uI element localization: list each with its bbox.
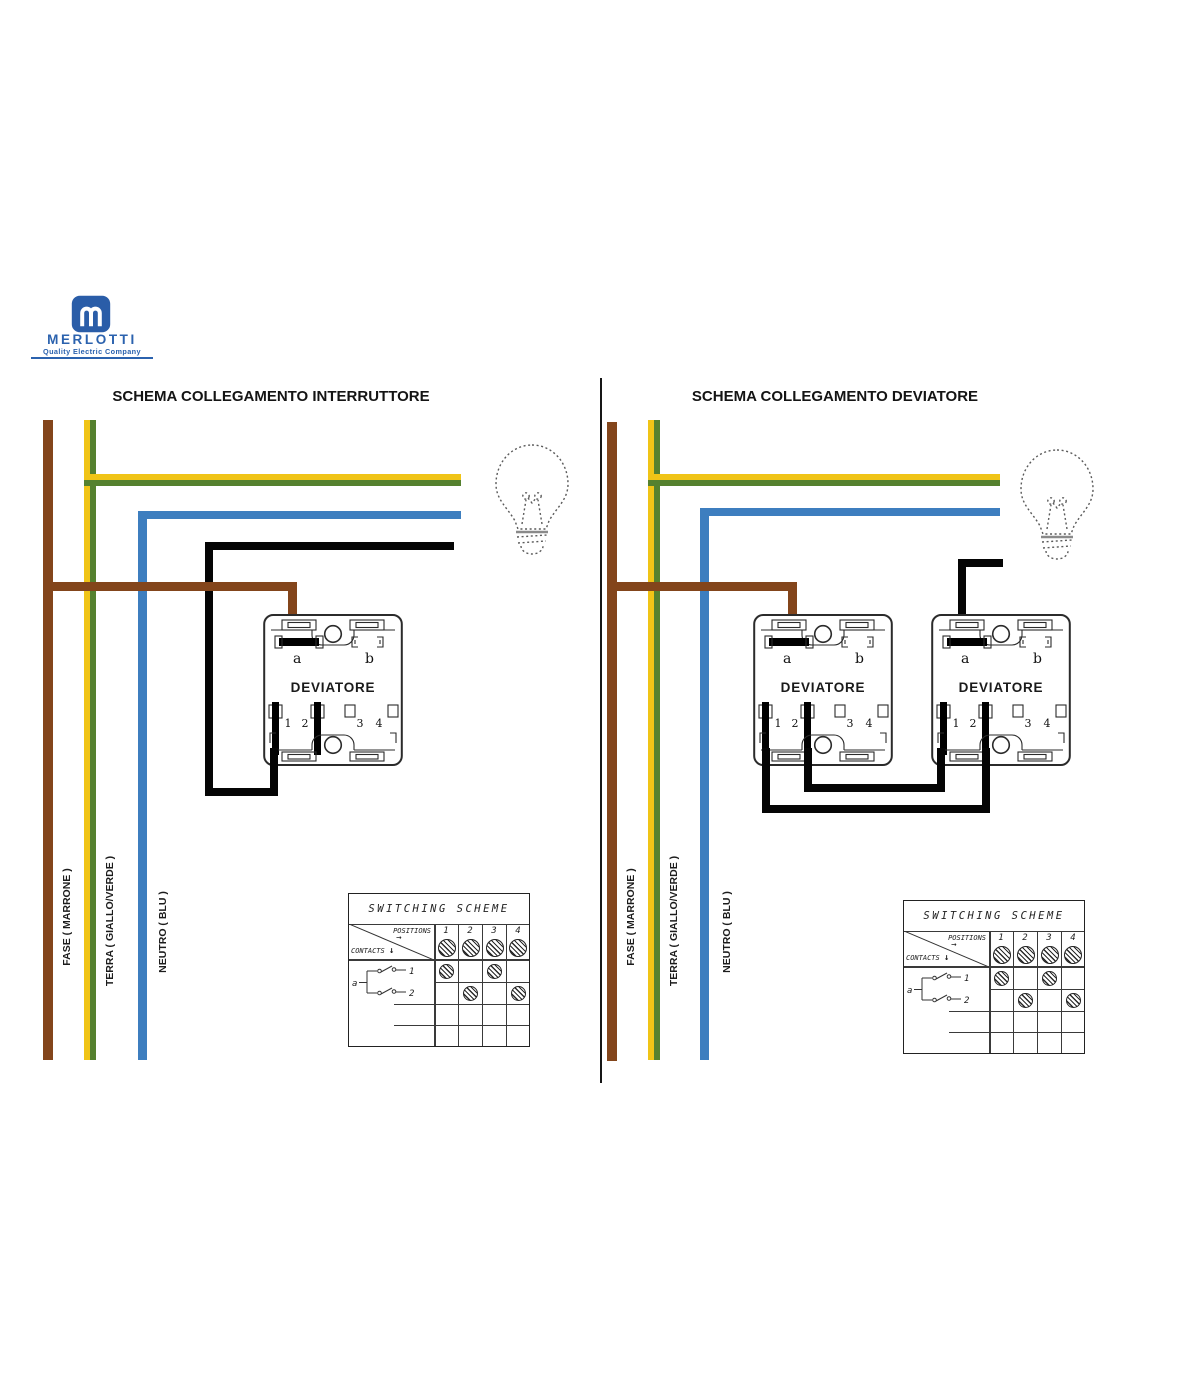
switch-name-label: DEVIATORE [290,680,376,695]
traveller-outer-wire-right [982,748,990,813]
left-lamp-return-wire-top [205,542,454,550]
row-line [949,1032,1084,1033]
terminal-1-label: 1 [284,717,292,730]
position-dial-icon [993,946,1011,964]
right-arrow-icon: → [951,940,957,950]
left-fase-label: FASE ( MARRONE ) [61,868,73,966]
traveller-inner-wire-horizontal [804,784,945,792]
position-header-3: 3 [482,924,506,960]
position-header-2: 2 [1013,931,1037,967]
logo-underline [31,357,153,359]
contact-1-label: 1 [409,967,415,977]
contact-mark [439,964,454,979]
terminal-3-label: 3 [1024,717,1032,730]
right-fase-label: FASE ( MARRONE ) [625,868,637,966]
terminal-a-label: a [783,651,792,667]
column-line [1061,931,1062,1053]
left-fase-branch-stub [288,582,297,615]
position-header-3: 3 [1037,931,1061,967]
contact-1-label: 1 [964,974,970,984]
logo-tagline-text: Quality Electric Company [43,347,141,356]
traveller-outer-wire-horizontal [762,805,990,813]
right-terra-label: TERRA ( GIALLO/VERDE ) [668,855,680,987]
left-fase-branch-wire [43,582,297,591]
contact-mark [1066,993,1081,1008]
left-terra-label: TERRA ( GIALLO/VERDE ) [104,855,116,987]
terminal-4-label: 4 [865,717,873,730]
contact-mark [487,964,502,979]
right-terra-wire-horizontal [648,474,1000,486]
contacts-label: CONTACTS ↓ [906,953,950,963]
down-arrow-icon: ↓ [388,946,395,956]
position-dial-icon [1017,946,1035,964]
right-fase-branch-stub [788,582,797,615]
contacts-column-line [434,924,436,1046]
terminal-3-label: 3 [846,717,854,730]
column-line [482,924,483,1046]
left-terminal1-wire-stub [270,748,278,796]
contact-switch-glyph [349,960,434,1004]
lamp-bulb-right [1007,447,1107,569]
lamp-bulb-left [482,442,582,564]
right-neutro-wire-horizontal [700,508,1000,516]
contact-2-label: 2 [964,996,970,1006]
contact-mark [1042,971,1057,986]
switch-name-label: DEVIATORE [958,680,1044,695]
contact-mark [1018,993,1033,1008]
position-dial-icon [1041,946,1059,964]
terminal-1-label: 1 [952,717,960,730]
left-neutro-wire-horizontal [138,511,461,519]
position-dial-icon [509,939,527,957]
terminal-b-label: b [365,651,374,667]
deviatore-switch-left [263,613,403,767]
column-line [1037,931,1038,1053]
left-terra-wire-horizontal [84,474,461,486]
contact-2-label: 2 [409,989,415,999]
position-dial-icon [462,939,480,957]
position-header-2: 2 [458,924,482,960]
panel-divider-line [600,378,602,1083]
logo-brand-text: MERLOTTI [47,332,137,347]
position-header-1: 1 [989,931,1013,967]
contact-mark [994,971,1009,986]
traveller-outer-wire-left [762,748,770,813]
terminal-3-label: 3 [356,717,364,730]
scheme-corner-cell [349,924,434,960]
merlotti-m-icon [71,295,111,333]
contacts-column-line [989,931,991,1053]
contact-switch-glyph [904,967,989,1011]
terminal-b-label: b [1033,651,1042,667]
switch-name-label: DEVIATORE [780,680,866,695]
left-neutro-label: NEUTRO ( BLU ) [157,891,169,973]
switching-scheme-table-right [903,900,1085,1054]
terminal-a-label: a [293,651,302,667]
terminal-4-label: 4 [1043,717,1051,730]
scheme-corner-cell [904,931,989,967]
input-a-label: a [352,979,358,989]
row-line [989,989,1084,990]
position-header-4: 4 [506,924,530,960]
right-arrow-icon: → [396,933,402,943]
left-terra-wire-vertical [84,420,96,1060]
left-neutro-wire-vertical [138,511,147,1060]
position-header-1: 1 [434,924,458,960]
down-arrow-icon: ↓ [943,953,950,963]
terminal-b-label: b [855,651,864,667]
right-fase-branch-wire [607,582,797,591]
positions-label: POSITIONS → [922,934,986,950]
row-line [949,1011,1084,1012]
positions-label: POSITIONS → [367,927,431,943]
position-dial-icon [438,939,456,957]
scheme-title: SWITCHING SCHEME [368,903,510,915]
terminal-a-label: a [961,651,970,667]
column-line [1013,931,1014,1053]
contact-mark [463,986,478,1001]
position-dial-icon [486,939,504,957]
deviatore-switch-right-2 [931,613,1071,767]
row-line [434,982,529,983]
right-fase-wire-vertical [607,422,617,1061]
terminal-4-label: 4 [375,717,383,730]
row-line [394,1025,529,1026]
contacts-label: CONTACTS ↓ [351,946,395,956]
scheme-title: SWITCHING SCHEME [923,910,1065,922]
terminal-2-label: 2 [969,717,977,730]
input-a-label: a [907,986,913,996]
traveller-inner-wire-right [937,748,945,792]
right-lamp-return-wire-vertical [958,559,966,615]
column-line [506,924,507,1046]
terminal-1-label: 1 [774,717,782,730]
position-header-4: 4 [1061,931,1085,967]
merlotti-logo [30,293,154,359]
left-diagram-title: SCHEMA COLLEGAMENTO INTERRUTTORE [112,388,430,405]
left-lamp-return-wire-vertical [205,542,213,796]
position-dial-icon [1064,946,1082,964]
left-fase-wire-vertical [43,420,53,1060]
column-line [458,924,459,1046]
row-line [394,1004,529,1005]
right-diagram-title: SCHEMA COLLEGAMENTO DEVIATORE [691,388,979,405]
right-terra-wire-vertical [648,420,660,1060]
contact-mark [511,986,526,1001]
left-lamp-return-wire-bottom [205,788,278,796]
switching-scheme-table-left [348,893,530,1047]
terminal-2-label: 2 [791,717,799,730]
right-neutro-label: NEUTRO ( BLU ) [721,891,733,973]
terminal-2-label: 2 [301,717,309,730]
deviatore-switch-right-1 [753,613,893,767]
